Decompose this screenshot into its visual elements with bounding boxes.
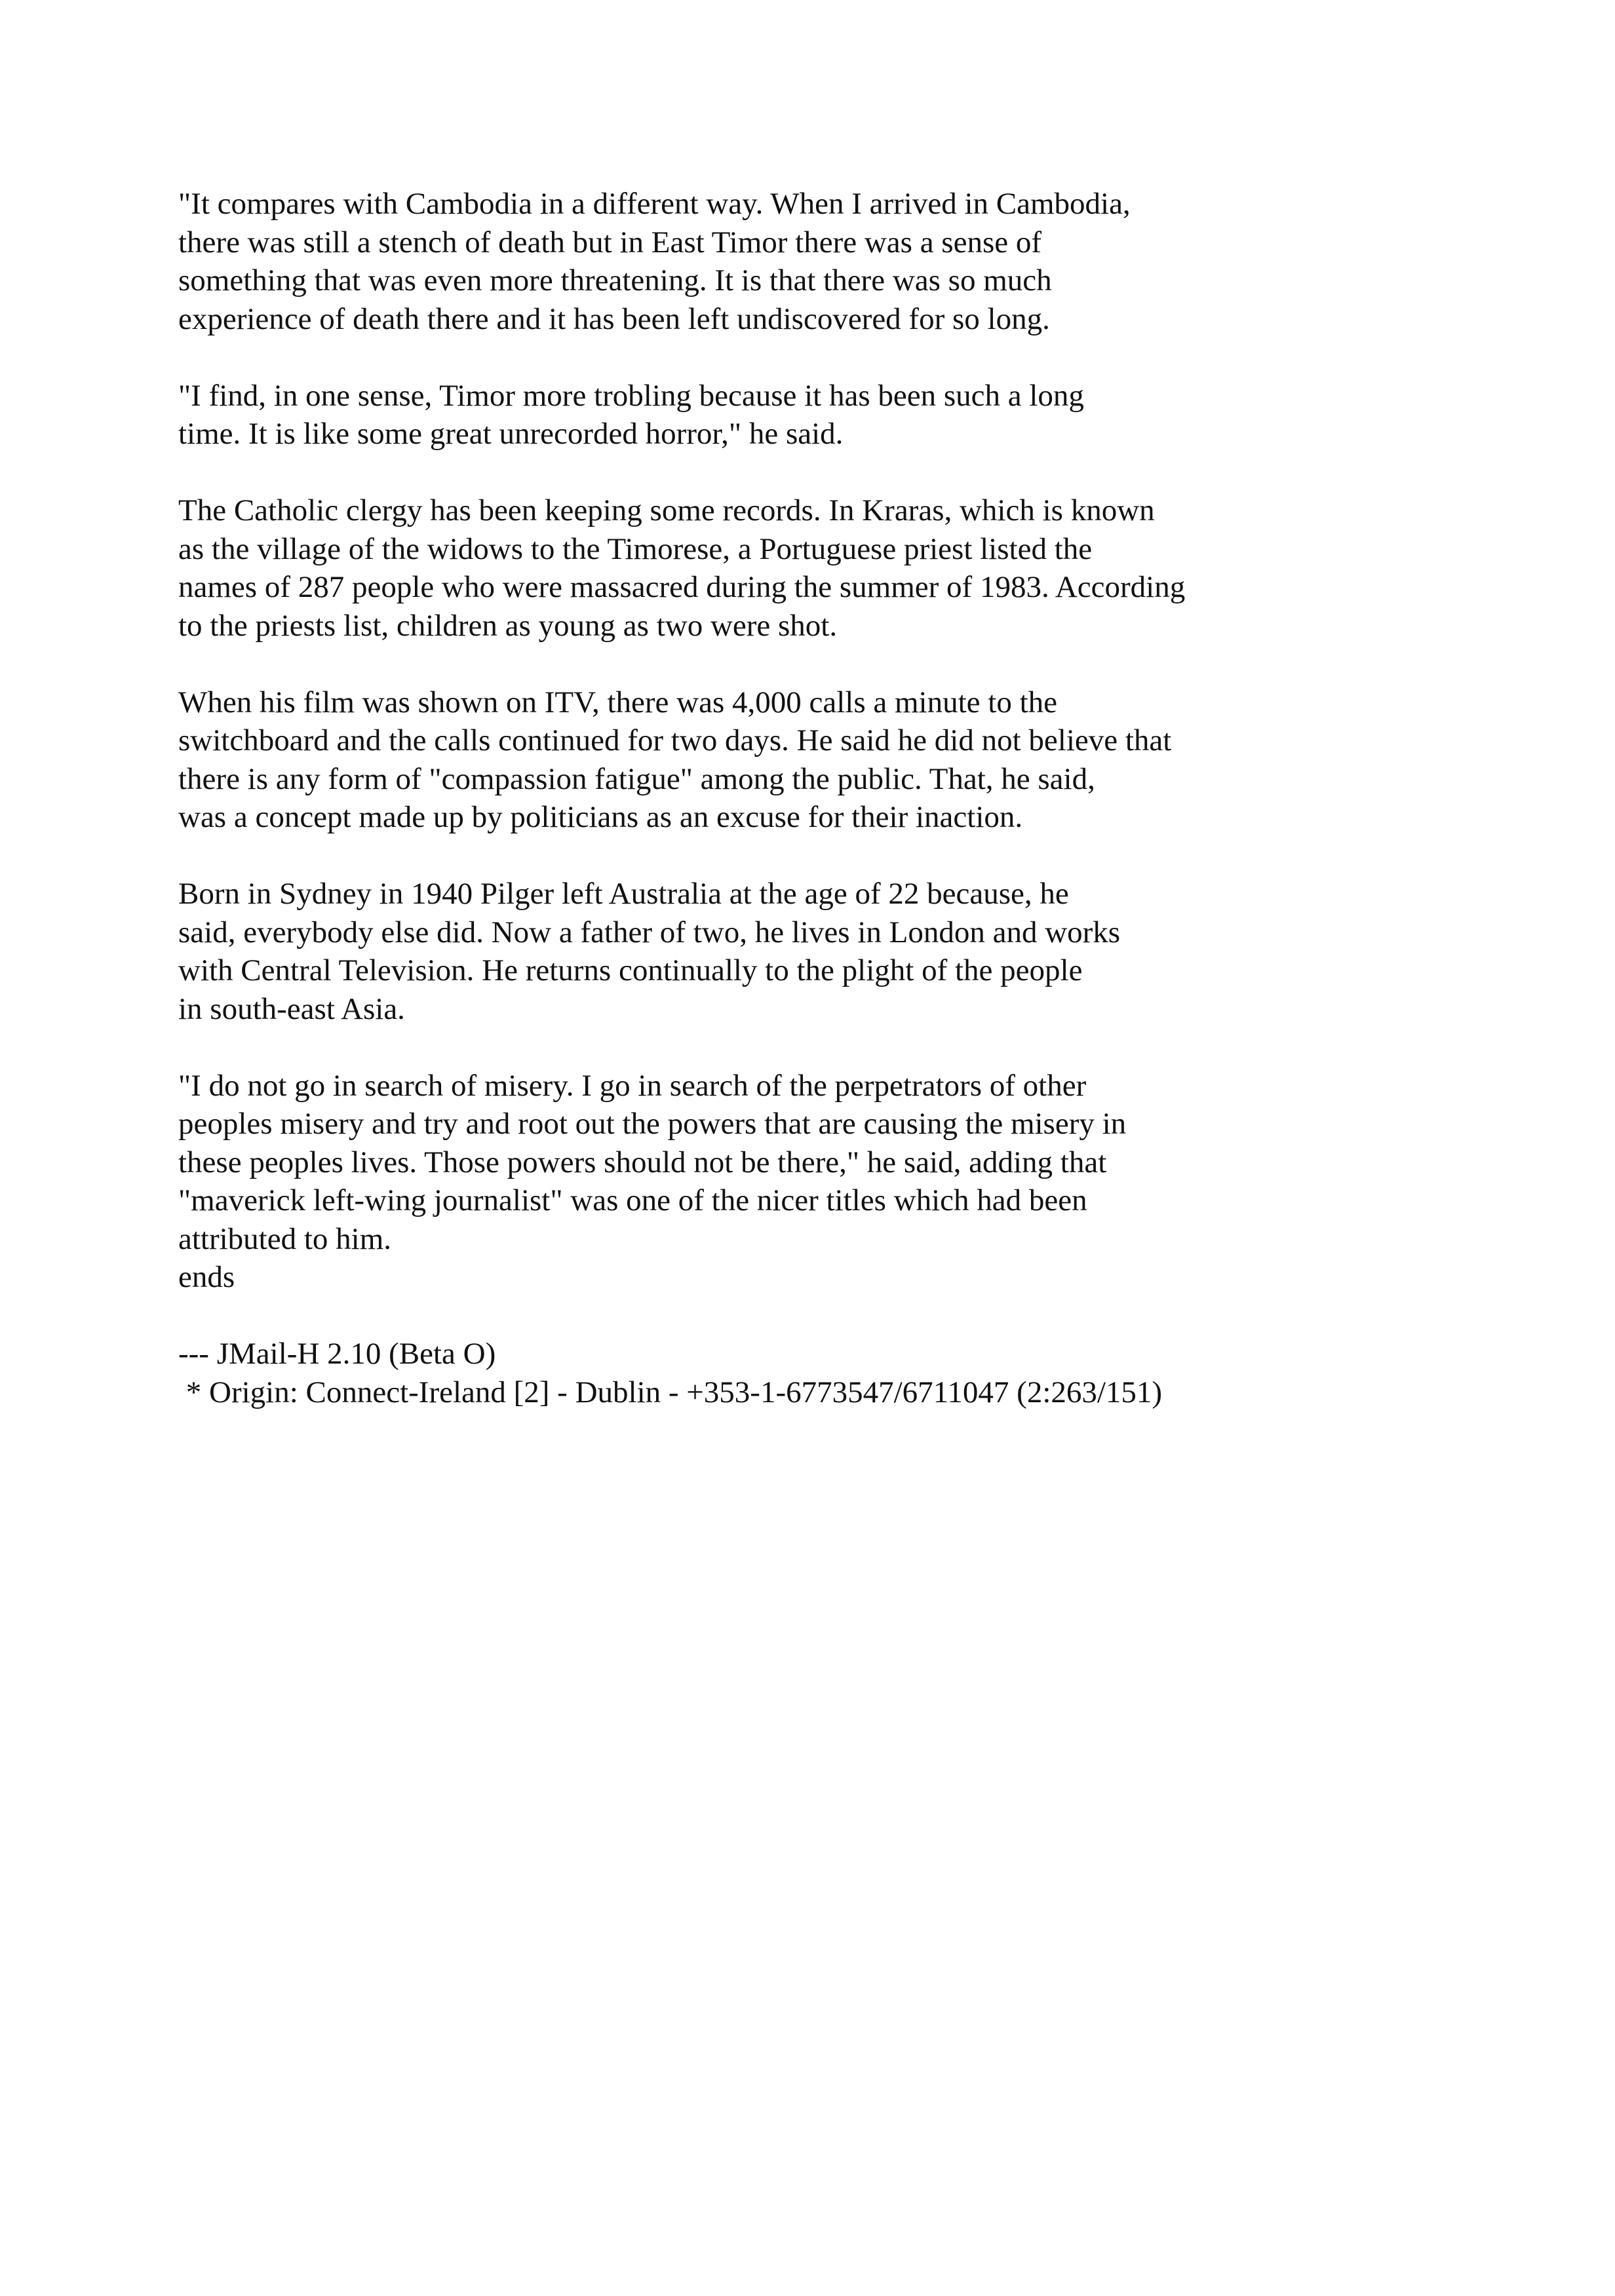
text-line: switchboard and the calls continued for two days. He said he did not believe that: [178, 723, 1172, 757]
message-body: [178, 185, 1358, 1411]
text-line: experience of death there and it has been left undiscovered for so long.: [178, 301, 1050, 336]
text-line: as the village of the widows to the Timorese, a Portuguese priest listed the: [178, 531, 1093, 566]
text-line: "It compares with Cambodia in a different way. When I arrived in Cambodia,: [178, 187, 1131, 221]
text-line: "maverick left-wing journalist" was one of the nicer titles which had been: [178, 1183, 1087, 1217]
text-line: with Central Television. He returns continually to the plight of the people: [178, 953, 1083, 987]
text-line: there was still a stench of death but in East Timor there was a sense of: [178, 225, 1042, 259]
paragraph-cambodia-comparison: [178, 185, 1358, 338]
tearline: --- JMail-H 2.10 (Beta O): [178, 1337, 496, 1371]
paragraph-timor-troubling: [178, 377, 1358, 453]
origin-line: * Origin: Connect-Ireland [2] - Dublin - +353-1-6773547/6711047 (2:263/151): [178, 1375, 1163, 1409]
paragraph-itv-film: [178, 683, 1358, 837]
paragraph-catholic-clergy: [178, 491, 1358, 645]
text-line: "I find, in one sense, Timor more trobling because it has been such a long: [178, 378, 1084, 413]
text-line: time. It is like some great unrecorded horror," he said.: [178, 417, 844, 451]
text-line: was a concept made up by politicians as an excuse for their inaction.: [178, 800, 1023, 834]
text-line: peoples misery and try and root out the powers that are causing the misery in: [178, 1107, 1127, 1141]
paragraph-pilger-biography: [178, 875, 1358, 1028]
text-line: to the priests list, children as young as two were shot.: [178, 608, 838, 643]
text-line: attributed to him.: [178, 1221, 392, 1256]
text-line: something that was even more threatening. It is that there was so much: [178, 263, 1052, 297]
text-line: Born in Sydney in 1940 Pilger left Australia at the age of 22 because, he: [178, 877, 1069, 911]
text-line: When his film was shown on ITV, there was 4,000 calls a minute to the: [178, 685, 1057, 719]
text-line: said, everybody else did. Now a father of two, he lives in London and works: [178, 915, 1121, 949]
text-line: in south-east Asia.: [178, 991, 405, 1026]
paragraph-search-of-misery: [178, 1067, 1358, 1297]
message-footer: [178, 1335, 1358, 1411]
text-line: names of 287 people who were massacred during the summer of 1983. According: [178, 570, 1186, 604]
ends-marker: ends: [178, 1260, 235, 1294]
text-line: "I do not go in search of misery. I go in search of the perpetrators of other: [178, 1068, 1087, 1103]
text-line: there is any form of "compassion fatigue" among the public. That, he said,: [178, 761, 1095, 796]
text-line: The Catholic clergy has been keeping some records. In Kraras, which is known: [178, 493, 1155, 527]
text-line: these peoples lives. Those powers should not be there," he said, adding that: [178, 1145, 1107, 1179]
